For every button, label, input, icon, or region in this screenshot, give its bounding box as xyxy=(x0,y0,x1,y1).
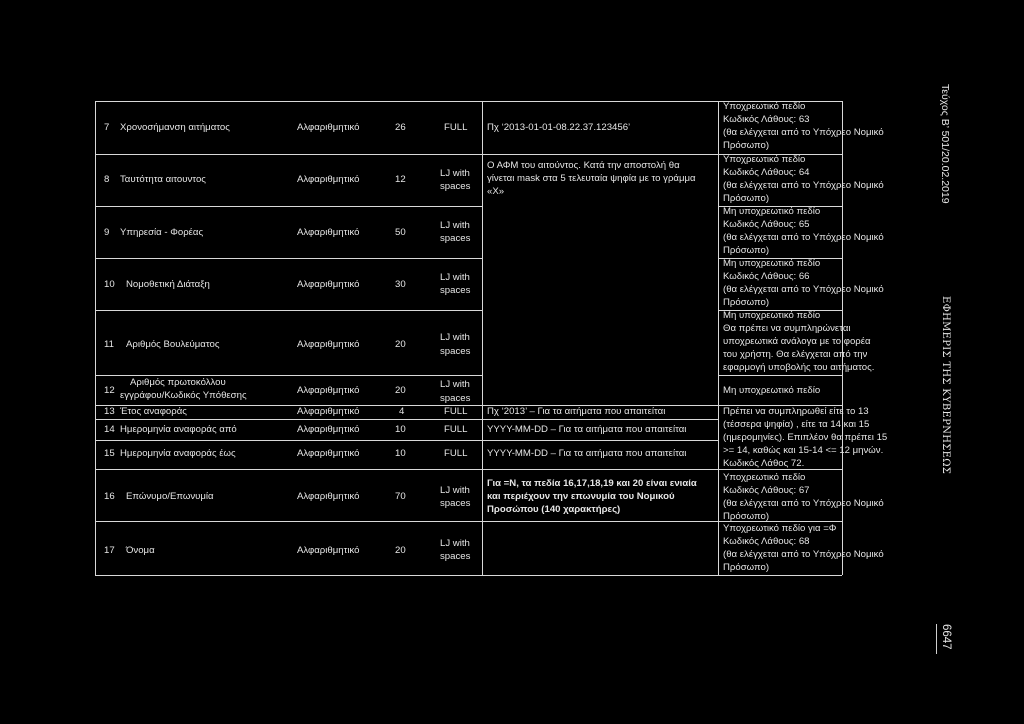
field-description: Για =Ν, τα πεδία 16,17,18,19 και 20 είναι ενιαία xyxy=(487,478,697,489)
requirement-line: Μη υποχρεωτικό πεδίο xyxy=(723,258,821,269)
field-format: spaces xyxy=(440,233,471,244)
field-name: Επώνυμο/Επωνυμία xyxy=(126,491,214,502)
field-description: Ο ΑΦΜ του αιτούντος. Κατά την αποστολή θα xyxy=(487,160,680,171)
requirement-line: του χρήστη. Θα ελέγχεται από την xyxy=(723,349,868,360)
gazette-title: ΕΦΗΜΕΡΙΣ ΤΗΣ ΚΥΒΕΡΝΗΣΕΩΣ xyxy=(940,296,951,475)
field-format: spaces xyxy=(440,346,471,357)
col-line xyxy=(482,101,483,575)
requirement-line: Μη υποχρεωτικό πεδίο xyxy=(723,310,821,321)
requirement-line: Μη υποχρεωτικό πεδίο xyxy=(723,206,821,217)
field-length: 10 xyxy=(395,424,406,435)
col-line xyxy=(718,101,719,575)
field-description: Πχ ‘2013-01-01-08.22.37.123456’ xyxy=(487,122,631,133)
field-name: Αριθμός Βουλεύματος xyxy=(126,339,220,350)
field-length: 70 xyxy=(395,491,406,502)
field-name: Αριθμός πρωτοκόλλου xyxy=(130,377,226,388)
field-name: Ταυτότητα αιτουντος xyxy=(120,174,206,185)
field-description: Προσώπου (140 χαρακτήρες) xyxy=(487,504,621,515)
field-format: LJ with xyxy=(440,379,470,390)
row-number: 14 xyxy=(104,424,115,435)
requirement-line: Μη υποχρεωτικό πεδίο xyxy=(723,385,821,396)
field-format: FULL xyxy=(444,122,468,133)
row-divider xyxy=(95,440,718,441)
requirement-line: >= 14, καθώς και 15-14 <= 12 μηνών. xyxy=(723,445,884,456)
field-name: Υπηρεσία - Φορέας xyxy=(120,227,204,238)
col-line xyxy=(95,101,96,575)
field-type: Αλφαριθμητικό xyxy=(297,174,360,185)
row-number: 8 xyxy=(104,174,110,185)
requirement-line: εφαρμογή υποβολής του αιτήματος. xyxy=(723,362,875,373)
field-description: και περιέχουν την επωνυμία του Νομικού xyxy=(487,491,675,502)
requirement-line: Πρέπει να συμπληρωθεί είτε το 13 xyxy=(723,406,869,417)
requirement-line: (θα ελέγχεται από το Υπόχρεο Νομικό xyxy=(723,284,884,295)
requirement-line: Κωδικός Λάθος 72. xyxy=(723,458,805,469)
field-type: Αλφαριθμητικό xyxy=(297,385,360,396)
field-type: Αλφαριθμητικό xyxy=(297,406,360,417)
field-description: YYYY-MM-DD – Για τα αιτήματα που απαιτείται xyxy=(487,448,687,459)
issue-label: Τεύχος Β’ 501/20.02.2019 xyxy=(939,84,951,204)
field-format: spaces xyxy=(440,393,471,404)
page-number: 6647 xyxy=(940,624,952,650)
field-format: spaces xyxy=(440,181,471,192)
field-type: Αλφαριθμητικό xyxy=(297,424,360,435)
row-number: 9 xyxy=(104,227,110,238)
field-length: 10 xyxy=(395,448,406,459)
row-number: 11 xyxy=(104,339,114,350)
requirement-line: Πρόσωπο) xyxy=(723,511,770,522)
field-format: spaces xyxy=(440,498,471,509)
requirement-line: Υποχρεωτικό πεδίο xyxy=(723,154,806,165)
row-number: 12 xyxy=(104,385,115,396)
row-divider xyxy=(95,258,482,259)
requirement-line: Πρόσωπο) xyxy=(723,140,770,151)
field-length: 12 xyxy=(395,174,406,185)
requirement-line: (θα ελέγχεται από το Υπόχρεο Νομικό xyxy=(723,498,884,509)
row-divider xyxy=(95,419,718,420)
row-divider xyxy=(95,375,482,376)
field-name: Ημερομηνία αναφοράς έως xyxy=(120,448,236,459)
field-length: 26 xyxy=(395,122,406,133)
field-type: Αλφαριθμητικό xyxy=(297,339,360,350)
field-description: γίνεται mask στα 5 τελευταία ψηφία με το γράμμα xyxy=(487,173,696,184)
field-format: LJ with xyxy=(440,485,470,496)
row-number: 13 xyxy=(104,406,115,417)
page-number-rule xyxy=(936,624,937,654)
field-format: LJ with xyxy=(440,168,470,179)
field-format: FULL xyxy=(444,448,468,459)
field-format: spaces xyxy=(440,285,471,296)
row-divider xyxy=(718,375,842,376)
requirement-line: Υποχρεωτικό πεδίο xyxy=(723,472,806,483)
requirement-line: Κωδικός Λάθους: 67 xyxy=(723,485,810,496)
requirement-line: Πρόσωπο) xyxy=(723,193,770,204)
field-format: FULL xyxy=(444,406,468,417)
row-number: 15 xyxy=(104,448,115,459)
requirement-line: Υποχρεωτικό πεδίο xyxy=(723,101,806,112)
field-description: Πχ ‘2013’ – Για τα αιτήματα που απαιτείται xyxy=(487,406,666,417)
requirement-line: Κωδικός Λάθους: 65 xyxy=(723,219,810,230)
requirement-line: υποχρεωτικά ανάλογα με το φορέα xyxy=(723,336,871,347)
requirement-line: Θα πρέπει να συμπληρώνεται xyxy=(723,323,851,334)
requirement-line: Πρόσωπο) xyxy=(723,297,770,308)
row-number: 7 xyxy=(104,122,110,133)
field-name: Όνομα xyxy=(126,545,155,556)
requirement-line: (θα ελέγχεται από το Υπόχρεο Νομικό xyxy=(723,232,884,243)
requirement-line: Κωδικός Λάθους: 66 xyxy=(723,271,810,282)
field-type: Αλφαριθμητικό xyxy=(297,227,360,238)
field-description: YYYY-MM-DD – Για τα αιτήματα που απαιτείται xyxy=(487,424,687,435)
requirement-line: Κωδικός Λάθους: 68 xyxy=(723,536,810,547)
field-name: εγγράφου/Κωδικός Υπόθεσης xyxy=(120,390,247,401)
field-name: Έτος αναφοράς xyxy=(120,406,187,417)
row-divider xyxy=(95,206,482,207)
field-format: spaces xyxy=(440,551,471,562)
field-name: Ημερομηνία αναφοράς από xyxy=(120,424,237,435)
field-name: Χρονοσήμανση αιτήματος xyxy=(120,122,230,133)
field-format: FULL xyxy=(444,424,468,435)
row-number: 17 xyxy=(104,545,115,556)
field-length: 20 xyxy=(395,385,406,396)
field-type: Αλφαριθμητικό xyxy=(297,122,360,133)
field-type: Αλφαριθμητικό xyxy=(297,279,360,290)
requirement-line: (θα ελέγχεται από το Υπόχρεο Νομικό xyxy=(723,549,884,560)
row-divider xyxy=(95,310,482,311)
requirement-line: Κωδικός Λάθους: 63 xyxy=(723,114,810,125)
requirement-line: (ημερομηνίες). Επιπλέον θα πρέπει 15 xyxy=(723,432,888,443)
requirement-line: Πρόσωπο) xyxy=(723,245,770,256)
field-description: «Χ» xyxy=(487,186,505,197)
field-length: 20 xyxy=(395,545,406,556)
field-length: 30 xyxy=(395,279,406,290)
requirement-line: Υποχρεωτικό πεδίο για =Φ xyxy=(723,523,837,534)
requirement-line: (τέσσερα ψηφία) , είτε τα 14 και 15 xyxy=(723,419,870,430)
requirement-line: (θα ελέγχεται από το Υπόχρεο Νομικό xyxy=(723,180,884,191)
row-number: 16 xyxy=(104,491,115,502)
field-length: 4 xyxy=(399,406,405,417)
field-format: LJ with xyxy=(440,332,470,343)
requirement-line: Κωδικός Λάθους: 64 xyxy=(723,167,810,178)
field-type: Αλφαριθμητικό xyxy=(297,545,360,556)
field-format: LJ with xyxy=(440,538,470,549)
requirement-line: Πρόσωπο) xyxy=(723,562,770,573)
field-format: LJ with xyxy=(440,220,470,231)
field-type: Αλφαριθμητικό xyxy=(297,448,360,459)
field-name: Νομοθετική Διάταξη xyxy=(126,279,210,290)
field-type: Αλφαριθμητικό xyxy=(297,491,360,502)
field-length: 20 xyxy=(395,339,406,350)
row-number: 10 xyxy=(104,279,115,290)
table-bottom-border xyxy=(95,575,842,576)
requirement-line: (θα ελέγχεται από το Υπόχρεο Νομικό xyxy=(723,127,884,138)
field-format: LJ with xyxy=(440,272,470,283)
field-length: 50 xyxy=(395,227,406,238)
